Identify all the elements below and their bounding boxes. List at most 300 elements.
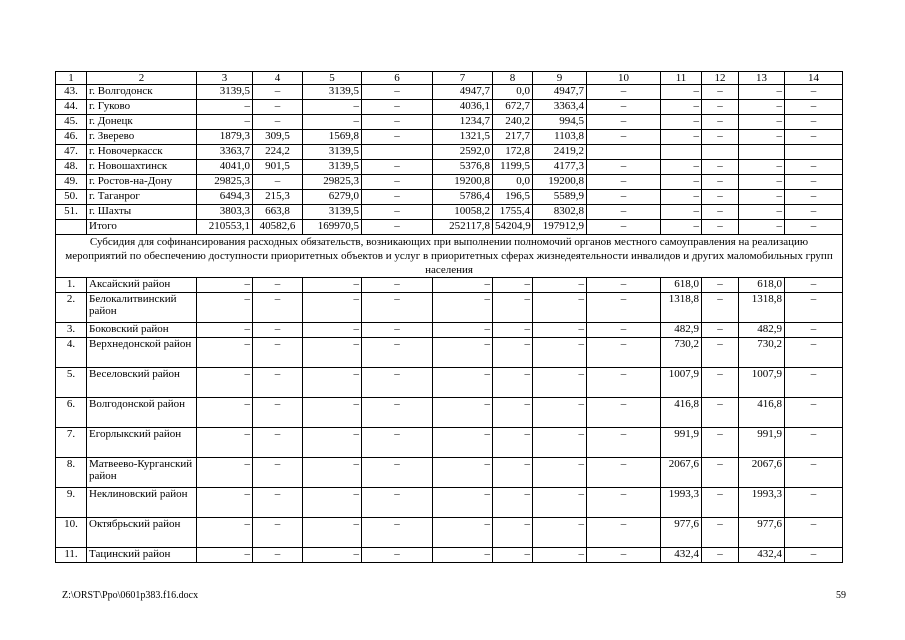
table-cell: 977,6 [739, 518, 785, 548]
column-number-header: 1 [56, 72, 87, 85]
city-row [56, 205, 843, 220]
table-cell: – [197, 115, 253, 130]
table-cell: – [587, 115, 661, 130]
table-cell: – [362, 100, 433, 115]
table-cell: – [533, 278, 587, 293]
column-number-header: 7 [433, 72, 493, 85]
table-cell [739, 145, 785, 160]
table-cell: – [702, 115, 739, 130]
district-row [56, 293, 843, 323]
table-cell: – [739, 100, 785, 115]
table-cell: – [362, 130, 433, 145]
table-cell: – [303, 488, 362, 518]
table-cell: – [197, 100, 253, 115]
table-cell: – [493, 458, 533, 488]
table-cell: – [433, 338, 493, 368]
table-cell [587, 145, 661, 160]
table-cell: 1993,3 [739, 488, 785, 518]
table-cell: 169970,5 [303, 220, 362, 235]
table-cell: 217,7 [493, 130, 533, 145]
row-name: г. Донецк [87, 115, 197, 130]
table-cell: – [661, 190, 702, 205]
city-row [56, 115, 843, 130]
row-name: Белокалитвинский район [87, 293, 197, 323]
table-cell: – [493, 428, 533, 458]
city-row [56, 85, 843, 100]
row-number: 3. [56, 323, 87, 338]
budget-table [55, 71, 843, 563]
table-cell: – [303, 518, 362, 548]
table-cell: – [303, 368, 362, 398]
table-cell: – [587, 488, 661, 518]
table-cell [362, 145, 433, 160]
table-cell: – [533, 458, 587, 488]
column-number-header: 3 [197, 72, 253, 85]
row-number: 5. [56, 368, 87, 398]
table-cell: 994,5 [533, 115, 587, 130]
table-cell [702, 145, 739, 160]
table-cell: – [785, 323, 843, 338]
row-number: 49. [56, 175, 87, 190]
table-cell: – [702, 190, 739, 205]
table-cell: 1569,8 [303, 130, 362, 145]
table-cell: – [702, 278, 739, 293]
column-number-header: 11 [661, 72, 702, 85]
column-number-header: 2 [87, 72, 197, 85]
table-cell: 901,5 [253, 160, 303, 175]
table-cell: – [702, 130, 739, 145]
table-cell: 4041,0 [197, 160, 253, 175]
subsidy-heading-row [56, 235, 843, 278]
table-cell: 1007,9 [739, 368, 785, 398]
table-cell: – [785, 130, 843, 145]
table-cell: – [702, 338, 739, 368]
table-cell: – [661, 115, 702, 130]
table-cell: – [587, 175, 661, 190]
row-number: 6. [56, 398, 87, 428]
table-cell: – [197, 428, 253, 458]
table-cell: 172,8 [493, 145, 533, 160]
table-cell: – [253, 338, 303, 368]
table-cell: 3363,4 [533, 100, 587, 115]
table-cell: 2419,2 [533, 145, 587, 160]
table-cell: – [433, 368, 493, 398]
table-cell: – [362, 115, 433, 130]
row-name: Аксайский район [87, 278, 197, 293]
table-cell: – [587, 220, 661, 235]
table-cell: – [303, 398, 362, 428]
total-row [56, 220, 843, 235]
table-cell: – [587, 160, 661, 175]
table-cell: – [303, 115, 362, 130]
district-row [56, 428, 843, 458]
table-cell: – [253, 175, 303, 190]
table-cell: 672,7 [493, 100, 533, 115]
row-name: Верхнедонской район [87, 338, 197, 368]
table-cell: – [739, 115, 785, 130]
table-cell [661, 145, 702, 160]
district-row [56, 548, 843, 563]
row-number: 44. [56, 100, 87, 115]
table-cell: – [362, 205, 433, 220]
table-cell: – [253, 428, 303, 458]
table-cell: 1755,4 [493, 205, 533, 220]
table-cell: – [702, 548, 739, 563]
table-cell: 482,9 [661, 323, 702, 338]
table-cell: – [362, 278, 433, 293]
table-cell: – [533, 293, 587, 323]
table-cell: 0,0 [493, 175, 533, 190]
table-cell: – [433, 398, 493, 428]
table-cell: – [433, 323, 493, 338]
city-row [56, 190, 843, 205]
table-cell: 3363,7 [197, 145, 253, 160]
district-row [56, 518, 843, 548]
table-cell: 4947,7 [433, 85, 493, 100]
table-cell: 4036,1 [433, 100, 493, 115]
table-cell: 618,0 [661, 278, 702, 293]
table-cell: – [702, 175, 739, 190]
table-cell: 29825,3 [303, 175, 362, 190]
table-cell: 1993,3 [661, 488, 702, 518]
table-cell: – [533, 323, 587, 338]
column-number-header: 4 [253, 72, 303, 85]
table-cell: – [785, 368, 843, 398]
table-cell: – [785, 85, 843, 100]
table-cell: – [197, 398, 253, 428]
city-row [56, 160, 843, 175]
table-cell: – [253, 323, 303, 338]
table-cell: – [702, 518, 739, 548]
page-number: 59 [836, 590, 846, 601]
table-cell: 197912,9 [533, 220, 587, 235]
table-cell: 5589,9 [533, 190, 587, 205]
table-cell: – [739, 220, 785, 235]
table-cell: 1321,5 [433, 130, 493, 145]
table-cell: 730,2 [661, 338, 702, 368]
district-row [56, 458, 843, 488]
table-cell: – [493, 338, 533, 368]
table-cell: 54204,9 [493, 220, 533, 235]
table-cell: – [197, 323, 253, 338]
table-cell: – [197, 518, 253, 548]
table-cell: – [533, 368, 587, 398]
table-cell: – [362, 548, 433, 563]
table-cell: – [493, 548, 533, 563]
column-number-header: 8 [493, 72, 533, 85]
table-cell: – [433, 548, 493, 563]
table-cell: – [253, 488, 303, 518]
table-cell: – [587, 100, 661, 115]
table-cell: – [253, 458, 303, 488]
table-cell: 196,5 [493, 190, 533, 205]
table-cell: 29825,3 [197, 175, 253, 190]
row-number [56, 220, 87, 235]
table-cell: – [702, 205, 739, 220]
table-cell: – [702, 323, 739, 338]
row-name: Итого [87, 220, 197, 235]
document-file-path: Z:\ORST\Ppo\0601p383.f16.docx [62, 590, 199, 601]
row-number: 46. [56, 130, 87, 145]
table-cell: – [702, 85, 739, 100]
table-cell: – [533, 338, 587, 368]
table-cell: – [253, 100, 303, 115]
table-cell: – [303, 323, 362, 338]
table-cell: 1879,3 [197, 130, 253, 145]
table-cell: 4947,7 [533, 85, 587, 100]
row-name: г. Новочеркасск [87, 145, 197, 160]
table-cell: – [197, 368, 253, 398]
row-number: 10. [56, 518, 87, 548]
table-cell: – [362, 85, 433, 100]
table-cell: – [433, 458, 493, 488]
table-cell: – [785, 100, 843, 115]
table-cell: – [661, 85, 702, 100]
table-cell: 2067,6 [739, 458, 785, 488]
table-cell: 309,5 [253, 130, 303, 145]
table-cell: 1103,8 [533, 130, 587, 145]
table-cell: – [362, 458, 433, 488]
table-cell: – [739, 130, 785, 145]
city-row [56, 130, 843, 145]
table-cell [785, 145, 843, 160]
table-cell: – [197, 488, 253, 518]
table-cell: – [587, 293, 661, 323]
table-cell: 1199,5 [493, 160, 533, 175]
table-cell: – [493, 518, 533, 548]
table-cell: – [253, 115, 303, 130]
row-number: 1. [56, 278, 87, 293]
table-cell: 663,8 [253, 205, 303, 220]
table-cell: – [303, 278, 362, 293]
table-cell: – [785, 160, 843, 175]
table-cell: 210553,1 [197, 220, 253, 235]
row-name: Октябрьский район [87, 518, 197, 548]
table-cell: 10058,2 [433, 205, 493, 220]
table-cell: – [362, 175, 433, 190]
table-cell: 6279,0 [303, 190, 362, 205]
row-number: 48. [56, 160, 87, 175]
table-cell: 3139,5 [303, 205, 362, 220]
column-number-header: 6 [362, 72, 433, 85]
table-cell: – [197, 293, 253, 323]
row-name: г. Таганрог [87, 190, 197, 205]
table-cell: – [785, 488, 843, 518]
table-cell: – [587, 205, 661, 220]
table-cell: – [253, 548, 303, 563]
table-cell: – [303, 338, 362, 368]
table-cell: – [739, 85, 785, 100]
table-cell: – [587, 323, 661, 338]
table-cell: – [661, 130, 702, 145]
table-cell: – [785, 220, 843, 235]
row-number: 51. [56, 205, 87, 220]
table-cell: – [303, 428, 362, 458]
table-cell: 3139,5 [303, 85, 362, 100]
table-cell: 40582,6 [253, 220, 303, 235]
column-number-header: 14 [785, 72, 843, 85]
table-cell: – [661, 100, 702, 115]
table-cell: – [493, 293, 533, 323]
table-cell: – [303, 293, 362, 323]
row-name: Егорлыкский район [87, 428, 197, 458]
table-cell: 19200,8 [433, 175, 493, 190]
table-cell: – [433, 488, 493, 518]
table-cell: – [362, 428, 433, 458]
table-cell: 3803,3 [197, 205, 253, 220]
row-number: 2. [56, 293, 87, 323]
table-cell: 2592,0 [433, 145, 493, 160]
table-cell: – [433, 278, 493, 293]
table-cell: – [253, 293, 303, 323]
table-cell: – [533, 488, 587, 518]
row-number: 47. [56, 145, 87, 160]
table-cell: – [253, 518, 303, 548]
table-cell: – [303, 458, 362, 488]
table-cell: – [702, 488, 739, 518]
table-cell: 416,8 [739, 398, 785, 428]
row-name: Волгодонской район [87, 398, 197, 428]
column-number-header: 9 [533, 72, 587, 85]
table-cell: – [493, 488, 533, 518]
table-cell: 730,2 [739, 338, 785, 368]
table-cell: – [739, 175, 785, 190]
table-cell: – [253, 85, 303, 100]
table-cell: 252117,8 [433, 220, 493, 235]
table-cell: 0,0 [493, 85, 533, 100]
table-cell: – [587, 518, 661, 548]
table-cell: – [739, 160, 785, 175]
table-cell: – [253, 278, 303, 293]
table-cell: – [785, 548, 843, 563]
row-number: 43. [56, 85, 87, 100]
table-cell: 224,2 [253, 145, 303, 160]
table-cell: – [362, 190, 433, 205]
column-number-header: 10 [587, 72, 661, 85]
city-row [56, 145, 843, 160]
row-name: Неклиновский район [87, 488, 197, 518]
table-cell: 1007,9 [661, 368, 702, 398]
table-cell: – [587, 398, 661, 428]
table-cell: – [702, 368, 739, 398]
table-cell: – [785, 278, 843, 293]
row-number: 7. [56, 428, 87, 458]
table-cell: 240,2 [493, 115, 533, 130]
table-cell: – [533, 428, 587, 458]
row-number: 8. [56, 458, 87, 488]
table-cell: 1234,7 [433, 115, 493, 130]
table-cell: – [785, 428, 843, 458]
table-cell: – [587, 338, 661, 368]
table-cell: – [303, 100, 362, 115]
table-cell: – [587, 130, 661, 145]
table-cell: 2067,6 [661, 458, 702, 488]
table-cell: – [197, 548, 253, 563]
table-cell: 618,0 [739, 278, 785, 293]
district-row [56, 398, 843, 428]
table-cell: – [661, 175, 702, 190]
table-cell: – [362, 220, 433, 235]
table-cell: – [493, 323, 533, 338]
table-cell: 6494,3 [197, 190, 253, 205]
table-cell: – [362, 160, 433, 175]
table-cell: – [253, 368, 303, 398]
table-cell: – [587, 458, 661, 488]
column-number-header-row [56, 72, 843, 85]
table-cell: – [702, 293, 739, 323]
table-cell: – [785, 398, 843, 428]
table-cell: – [661, 220, 702, 235]
table-cell: 991,9 [739, 428, 785, 458]
row-name: Матвеево-Курганский район [87, 458, 197, 488]
table-cell: – [702, 398, 739, 428]
table-cell: – [785, 458, 843, 488]
table-cell: 1318,8 [739, 293, 785, 323]
row-number: 50. [56, 190, 87, 205]
table-cell: – [362, 398, 433, 428]
district-row [56, 278, 843, 293]
table-cell: 977,6 [661, 518, 702, 548]
row-name: г. Зверево [87, 130, 197, 145]
row-number: 4. [56, 338, 87, 368]
table-cell: 215,3 [253, 190, 303, 205]
table-cell: 5786,4 [433, 190, 493, 205]
row-name: г. Новошахтинск [87, 160, 197, 175]
row-name: г. Гуково [87, 100, 197, 115]
row-name: г. Шахты [87, 205, 197, 220]
district-row [56, 488, 843, 518]
table-cell: – [739, 205, 785, 220]
table-cell: – [362, 488, 433, 518]
table-cell: 3139,5 [303, 160, 362, 175]
table-cell: 482,9 [739, 323, 785, 338]
table-cell: – [493, 368, 533, 398]
table-cell: – [253, 398, 303, 428]
table-cell: – [197, 338, 253, 368]
row-name: г. Волгодонск [87, 85, 197, 100]
row-name: Тацинский район [87, 548, 197, 563]
table-cell: – [587, 548, 661, 563]
table-cell: – [785, 175, 843, 190]
city-row [56, 175, 843, 190]
column-number-header: 12 [702, 72, 739, 85]
row-number: 9. [56, 488, 87, 518]
table-cell: 432,4 [739, 548, 785, 563]
table-cell: – [661, 160, 702, 175]
table-cell: – [785, 115, 843, 130]
district-row [56, 368, 843, 398]
table-cell: – [702, 220, 739, 235]
row-number: 11. [56, 548, 87, 563]
table-cell: – [785, 293, 843, 323]
table-cell: – [587, 85, 661, 100]
table-cell: – [433, 293, 493, 323]
column-number-header: 5 [303, 72, 362, 85]
table-cell: – [587, 278, 661, 293]
table-cell: – [362, 368, 433, 398]
table-cell: 432,4 [661, 548, 702, 563]
table-cell: – [533, 518, 587, 548]
table-cell: – [362, 323, 433, 338]
row-name: Боковский район [87, 323, 197, 338]
table-cell: – [493, 398, 533, 428]
table-cell: 19200,8 [533, 175, 587, 190]
table-cell: – [785, 205, 843, 220]
table-cell: – [702, 160, 739, 175]
table-cell: – [197, 278, 253, 293]
district-row [56, 323, 843, 338]
table-cell: – [661, 205, 702, 220]
